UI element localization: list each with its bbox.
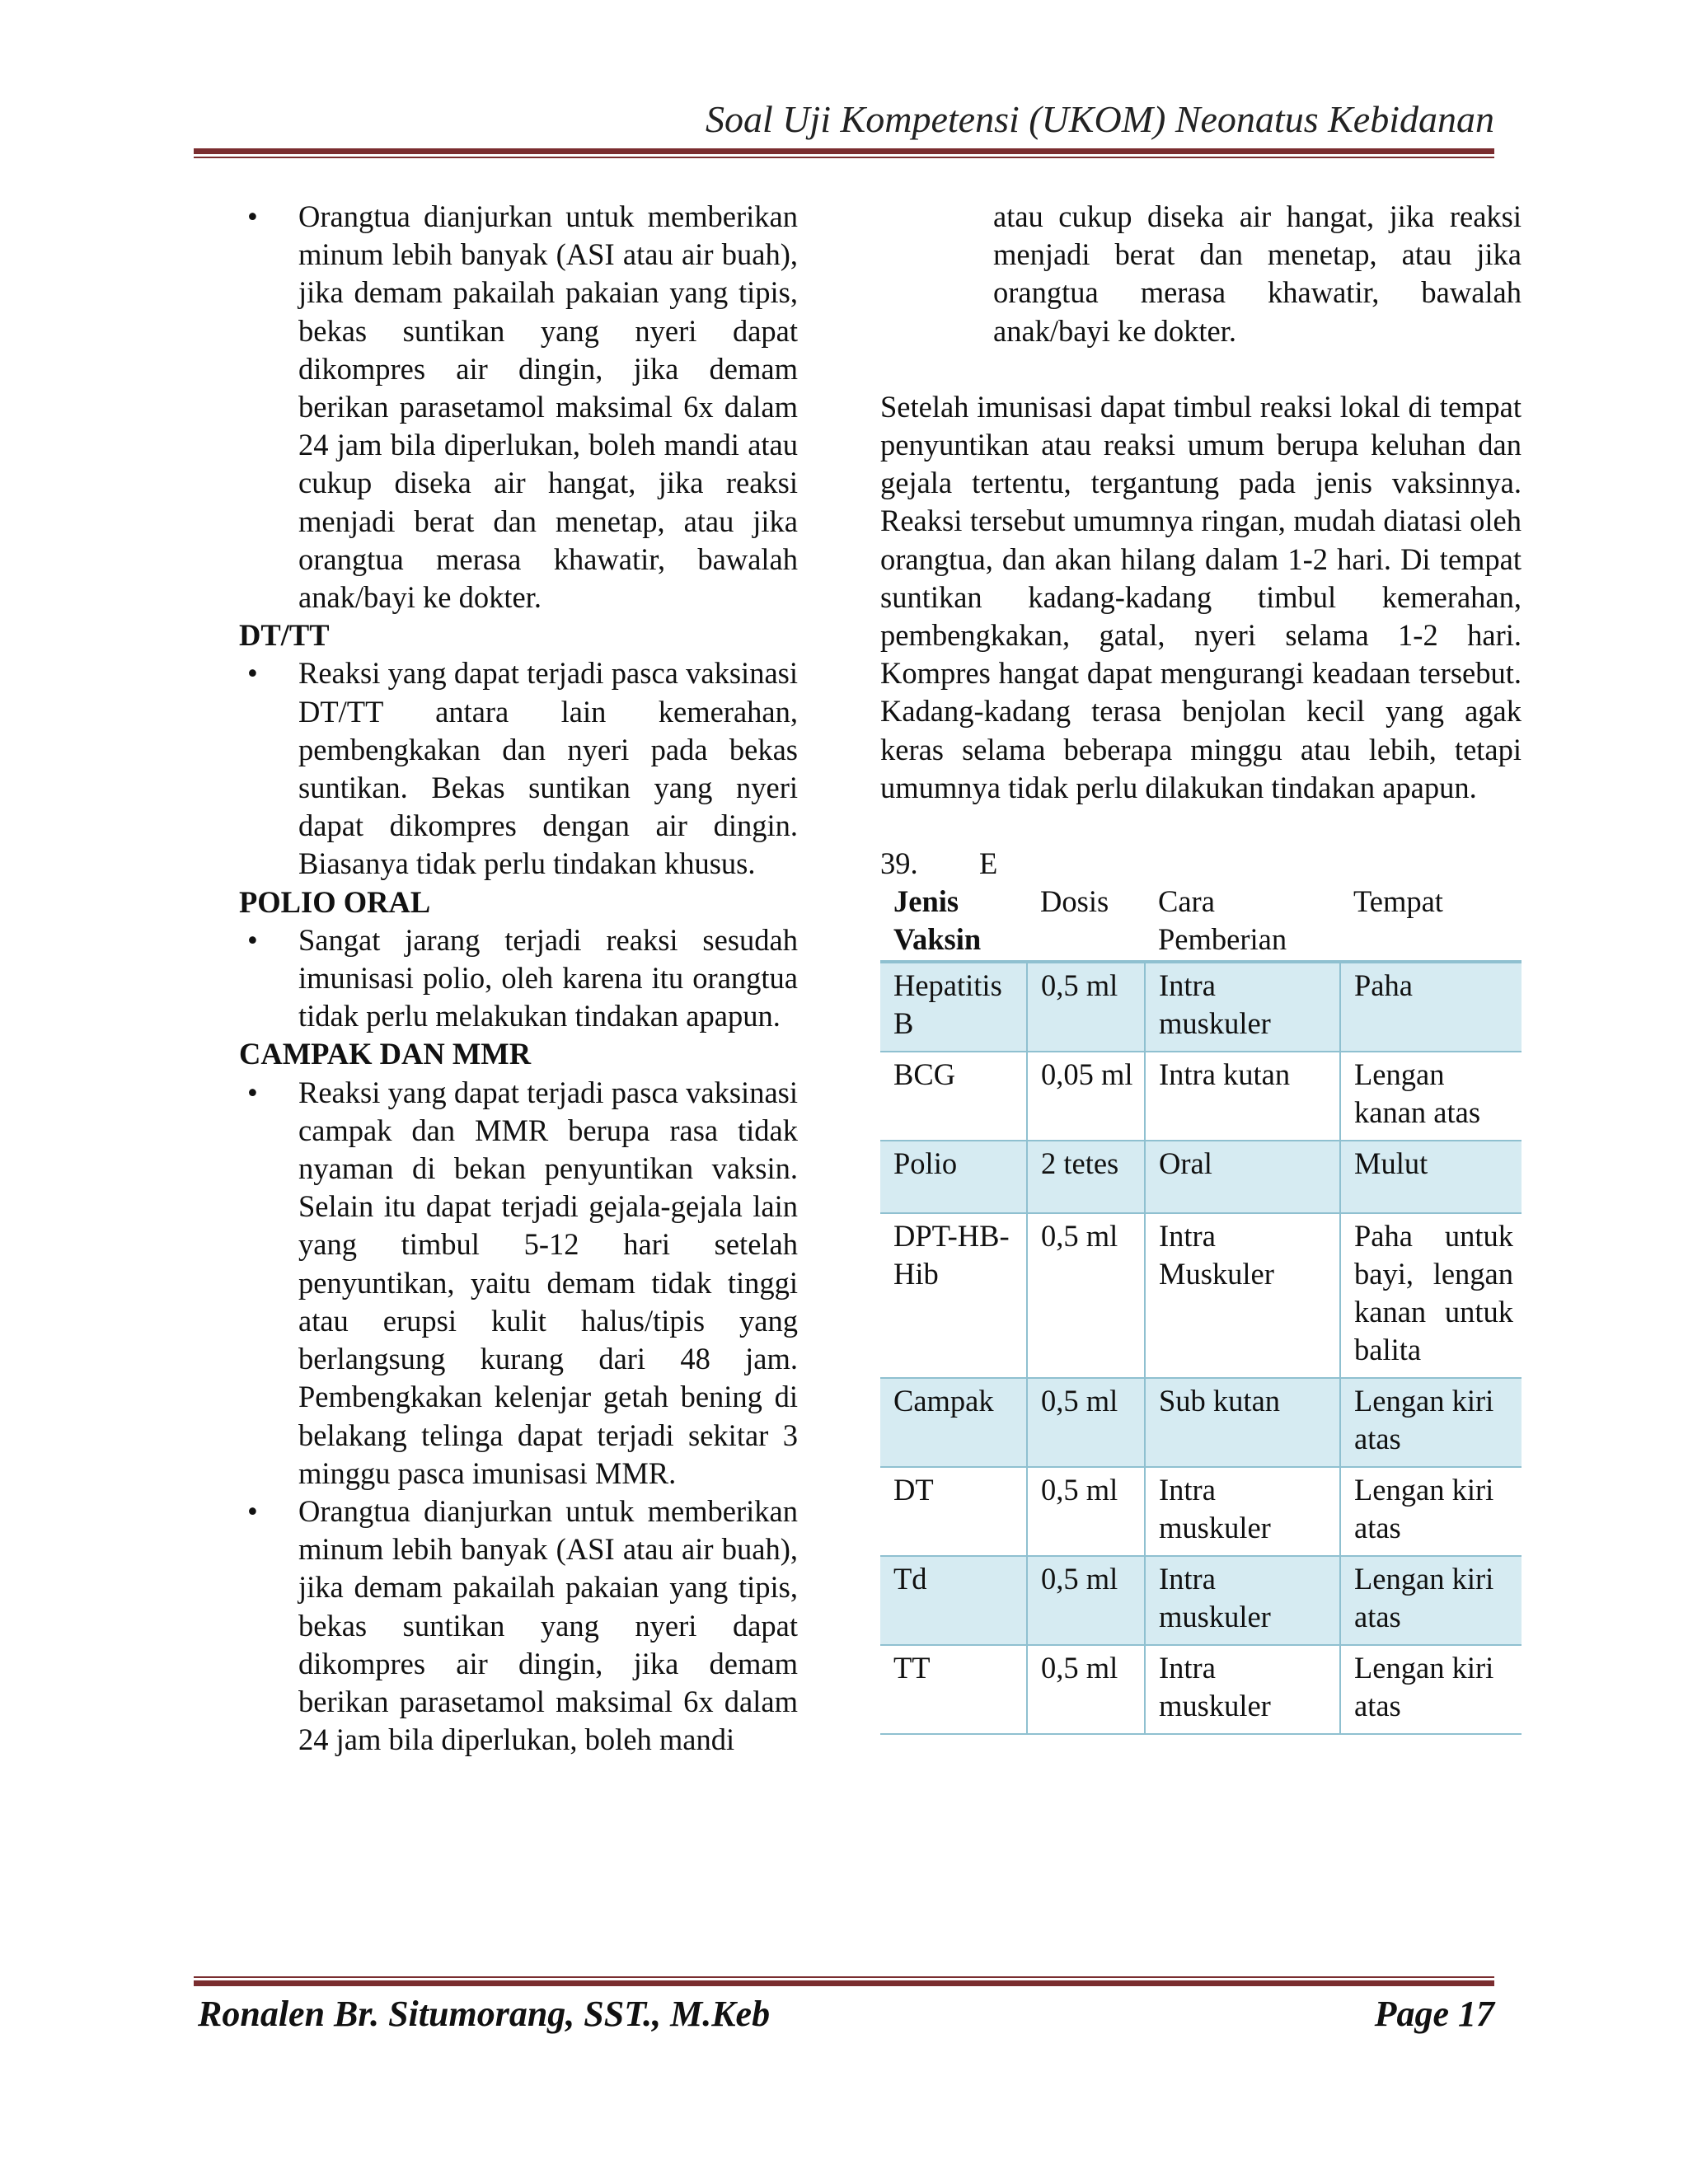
list-item — [239, 1074, 798, 1493]
footer-author: Ronalen Br. Situmorang, SST., M.Keb — [198, 1994, 771, 2034]
table-row — [880, 1556, 1522, 1645]
list-item-continuation: atau cukup diseka air hangat, jika reaksi menjadi berat dan menetap, atau jika orangtua merasa khawatir, bawalah anak/bayi ke dokter. — [993, 199, 1522, 348]
column-header: Jenis Vaksin — [893, 884, 982, 957]
table-cell: Td — [880, 1556, 1027, 1645]
table-cell: Intra muskuler — [1145, 1467, 1340, 1556]
table-header-row — [880, 883, 1522, 962]
table-cell: DT — [880, 1467, 1027, 1556]
table-cell: Intra Muskuler — [1145, 1213, 1340, 1378]
list-item-text: Sangat jarang terjadi reaksi sesudah imunisasi polio, oleh karena itu orangtua tidak perlu melakukan tindakan apapun. — [298, 922, 798, 1033]
table-cell: Intra muskuler — [1145, 962, 1340, 1052]
section-heading-campak-mmr: CAMPAK DAN MMR — [239, 1037, 532, 1071]
bullet-icon: • — [247, 199, 258, 233]
bullet-icon: • — [247, 922, 258, 957]
table-cell: 0,5 ml — [1027, 1556, 1145, 1645]
column-header: Cara Pemberian — [1158, 884, 1287, 957]
body-paragraph: Setelah imunisasi dapat timbul reaksi lokal di tempat penyuntikan atau reaksi umum berupa keluhan dan gejala tertentu, tergantung pada jenis vaksinnya. Reaksi tersebut umumnya ringan, mudah diatasi oleh orangtua, dan akan hilang dalam 1-2 hari. Di tempat suntikan kadang-kadang timbul kemerahan, pembengkakan, gatal, nyeri selama 1-2 hari. Kompres hangat dapat mengurangi keadaan tersebut. Kadang-kadang terasa benjolan kecil yang agak keras selama beberapa minggu atau lebih, tetapi umumnya tidak perlu dilakukan tindakan apapun. — [880, 389, 1522, 804]
table-cell: Paha untuk bayi, lengan kanan untuk balita — [1354, 1219, 1513, 1367]
section-heading-polio-oral: POLIO ORAL — [239, 884, 431, 919]
right-column — [880, 198, 1522, 1735]
table-cell: Intra muskuler — [1145, 1556, 1340, 1645]
list-item — [239, 921, 798, 1036]
footer-rule — [194, 1976, 1494, 1986]
bullet-icon: • — [247, 656, 258, 691]
list-item-text: Reaksi yang dapat terjadi pasca vaksinasi DT/TT antara lain kemerahan, pembengkakan dan nyeri pada bekas suntikan. Bekas suntikan yang nyeri dapat dikompres dengan air dingin. Biasanya tidak perlu tindakan khusus. — [298, 656, 798, 881]
table-cell: Intra muskuler — [1145, 1645, 1340, 1734]
table-cell: 0,5 ml — [1027, 1645, 1145, 1734]
bullet-icon: • — [247, 1075, 258, 1109]
section-heading-dt-tt: DT/TT — [239, 618, 330, 653]
table-cell: 0,5 ml — [1027, 1213, 1145, 1378]
answer-line — [880, 845, 1522, 883]
table-cell: Lengan kiri atas — [1340, 1378, 1522, 1467]
table-cell: Lengan kiri atas — [1340, 1556, 1522, 1645]
table-cell: DPT-HB-Hib — [880, 1213, 1027, 1378]
table-row — [880, 1141, 1522, 1213]
table-cell: Intra kutan — [1145, 1052, 1340, 1141]
column-header: Tempat — [1353, 884, 1443, 919]
list-item — [239, 654, 798, 883]
table-cell: Lengan kiri atas — [1354, 1651, 1494, 1723]
table-cell: 0,05 ml — [1027, 1052, 1145, 1141]
column-header: Dosis — [1040, 884, 1109, 919]
table-row — [880, 1378, 1522, 1467]
table-cell: Lengan kanan atas — [1354, 1057, 1481, 1130]
table-cell: Campak — [880, 1378, 1027, 1467]
table-cell: Hepatitis B — [880, 962, 1027, 1052]
table-row — [880, 1467, 1522, 1556]
list-item — [239, 198, 798, 616]
table-cell: Oral — [1145, 1141, 1340, 1213]
page-number: Page 17 — [1374, 1994, 1494, 2034]
table-cell: Mulut — [1340, 1141, 1522, 1213]
table-cell: Paha — [1340, 962, 1522, 1052]
answer-letter: E — [979, 846, 998, 881]
question-number: 39. — [880, 846, 918, 881]
table-row — [880, 1645, 1522, 1734]
table-row — [880, 1213, 1522, 1378]
list-item-text: Reaksi yang dapat terjadi pasca vaksinasi campak dan MMR berupa rasa tidak nyaman di bekan penyuntikan vaksin. Selain itu dapat terjadi gejala-gejala lain yang timbul 5-12 hari setelah penyuntikan, yaitu demam tidak tinggi atau erupsi kulit halus/tipis yang berlangsung kurang dari 48 jam. Pembengkakan kelenjar getah bening di belakang telinga dapat terjadi sekitar 3 minggu pasca imunisasi MMR. — [298, 1075, 798, 1490]
table-cell: Lengan kiri atas — [1354, 1473, 1494, 1545]
vaccine-table — [880, 883, 1522, 1735]
table-cell: BCG — [880, 1052, 1027, 1141]
bullet-icon: • — [247, 1493, 258, 1528]
table-cell: 0,5 ml — [1027, 1467, 1145, 1556]
left-column — [239, 198, 798, 1759]
table-cell: TT — [880, 1645, 1027, 1734]
table-row — [880, 1052, 1522, 1141]
table-cell: 2 tetes — [1027, 1141, 1145, 1213]
list-item-text: Orangtua dianjurkan untuk memberikan minum lebih banyak (ASI atau air buah), jika demam pakailah pakaian yang tipis, bekas suntikan yang nyeri dapat dikompres air dingin, jika demam berikan parasetamol maksimal 6x dalam 24 jam bila diperlukan, boleh mandi — [298, 1493, 798, 1757]
table-cell: Sub kutan — [1145, 1378, 1340, 1467]
list-item-text: Orangtua dianjurkan untuk memberikan minum lebih banyak (ASI atau air buah), jika demam pakailah pakaian yang tipis, bekas suntikan yang nyeri dapat dikompres air dingin, jika demam berikan parasetamol maksimal 6x dalam 24 jam bila diperlukan, boleh mandi atau cukup diseka air hangat, jika reaksi menjadi berat dan menetap, atau jika orangtua merasa khawatir, bawalah anak/bayi ke dokter. — [298, 199, 798, 615]
table-row — [880, 962, 1522, 1052]
page-header-title: Soal Uji Kompetensi (UKOM) Neonatus Kebidanan — [706, 98, 1494, 140]
table-cell: 0,5 ml — [1027, 962, 1145, 1052]
table-cell: Polio — [880, 1141, 1027, 1213]
header-rule — [194, 148, 1494, 158]
table-cell: 0,5 ml — [1027, 1378, 1145, 1467]
list-item — [239, 1493, 798, 1759]
